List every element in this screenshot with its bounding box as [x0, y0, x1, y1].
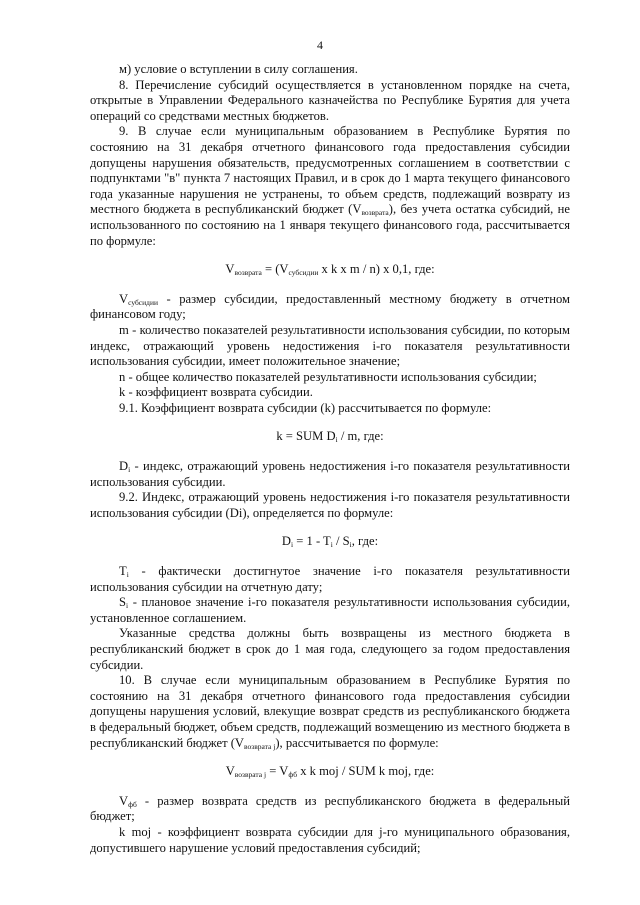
- formula-v-return-j: $V_{возврата j} = V_{фб}$ х k moj / SUM k moj, где:: [225, 764, 435, 780]
- document-body: [90, 62, 570, 856]
- definition-v-subsidy: $V_{субсидии}$ - размер субсидии, предоставленный местному бюджету в отчетном финансовом году;: [90, 291, 570, 322]
- definition-v-fb: $V_{фб}$ - размер возврата средств из республиканского бюджета в федеральный бюджет;: [90, 793, 570, 824]
- definition-n: n - общее количество показателей результативности использования субсидии;: [119, 369, 537, 384]
- formula-v-return: $V_{возврата} = (V_{субсидии}$ х k х m / n) х 0,1, где:: [225, 262, 435, 278]
- definition-di: $D_i$ - индекс, отражающий уровень недостижения i-го показателя результативности использования субсидии.: [90, 459, 570, 489]
- paragraph-9-2: 9.2. Индекс, отражающий уровень недостижения i-го показателя результативности использования субсидии (Di), определяется по формуле:: [90, 490, 570, 520]
- definition-k: k - коэффициент возврата субсидии.: [119, 385, 313, 400]
- definition-si: $S_i$ - плановое значение i-го показателя результативности использования субсидии, установленное соглашением.: [90, 595, 570, 625]
- definition-k-moj: k moj - коэффициент возврата субсидии для j-го муниципального образования, допустившего нарушение условий предоставления субсидий;: [90, 824, 570, 855]
- paragraph-10: 10. В случае если муниципальным образованием в Республике Бурятия по состоянию на 31 декабря отчетного финансового года предоставления субсидии допущены нарушения условий, влекущие возврат средств из республиканского бюджета в федеральный бюджет, объем средств, подлежащий возмещению из местного бюджета в республиканский бюджет $(V_{возврата j})$, рассчитывается по формуле:: [90, 673, 570, 751]
- paragraph-8: 8. Перечисление субсидий осуществляется в установленном порядке на счета, открытые в Управлении Федерального казначейства по Республике Бурятия для учета операций со средствами местных бюджетов.: [90, 77, 570, 123]
- paragraph-9: 9. В случае если муниципальным образованием в Республике Бурятия по состоянию на 31 декабря отчетного финансового года предоставления субсидии допущены нарушения обязательств, предусмотренных соглашением в соответствии с подпунктами "в" пункта 7 настоящих Правил, и в срок до 1 марта текущего финансового года указанные нарушения не устранены, то объем средств, подлежащий возврату из местного бюджета в республиканский бюджет $(V_{возврата})$, без учета остатка субсидий, не использованного по состоянию на 1 января текущего финансового года, рассчитывается по формуле:: [90, 124, 570, 248]
- paragraph-return-deadline: Указанные средства должны быть возвращены из местного бюджета в республиканский бюджет в срок до 1 мая года, следующего за годом предоставления субсидии.: [90, 626, 570, 672]
- formula-di: $D_i = 1 - T_i / S_i$, где:: [281, 534, 379, 550]
- definition-ti: $T_i$ - фактически достигнутое значение i-го показателя результативности использования субсидии на отчетную дату;: [90, 564, 570, 594]
- definition-m: m - количество показателей результативности использования субсидии, по которым индекс, отражающий уровень недостижения i-го показателя результативности использования субсидии, имеет положительное значение;: [90, 322, 570, 369]
- page-number: 4: [317, 38, 323, 52]
- paragraph-9-1: 9.1. Коэффициент возврата субсидии (k) рассчитывается по формуле:: [119, 400, 492, 415]
- formula-k: k = SUM $D_i$ / m, где:: [276, 429, 384, 445]
- paragraph-m: м) условие о вступлении в силу соглашения.: [119, 62, 358, 76]
